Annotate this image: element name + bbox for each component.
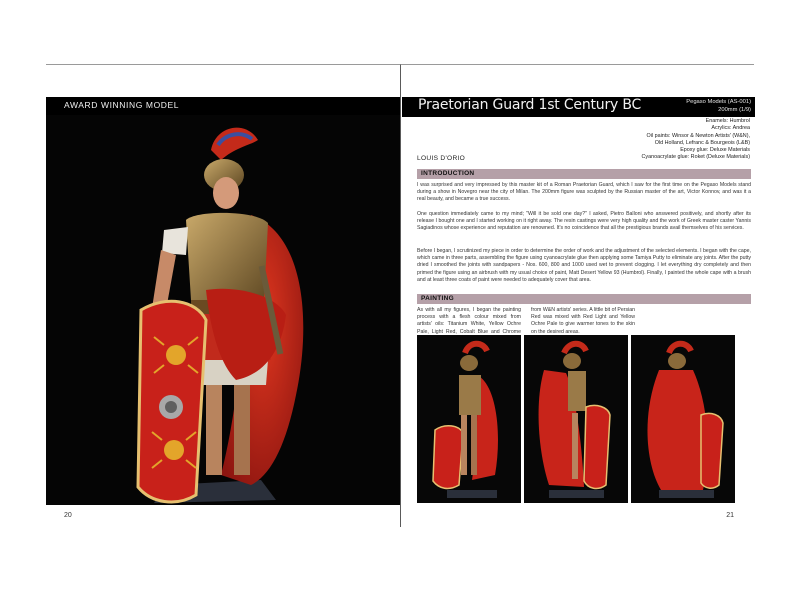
section-heading-text: INTRODUCTION (421, 170, 475, 177)
material-item: Cyanoacrylate glue: Roket (Deluxe Materials) (641, 154, 750, 161)
main-figure-photo (46, 115, 400, 505)
page-number: 21 (726, 512, 734, 519)
left-page (46, 64, 400, 527)
section-heading-text: PAINTING (421, 295, 454, 302)
materials-list (530, 118, 750, 162)
figure-photo-back (631, 335, 735, 503)
figure-photo-side (524, 335, 628, 503)
painting-column-1: As with all my figures, I began the painting process with a flesh colour mixed from artists' oils: Titanium White, Yellow Ochre Pale, Light Red, Cobalt Blue and Chrome (417, 307, 521, 335)
kit-maker: Pegaso Models (AS-001) (686, 99, 751, 105)
intro-paragraph-2: One question immediately came to my mind; "Will it be sold one day?" I asked, Pietro Balloni who answered positively, and shortly after its release I bought one and I started working on it right away. The resin castings were very high quality and the work of Greek master caster Yannis Sagiadinos whose experience and reputation are renowned. It's no coincidence that all the prestigious brands avail themselves of his services. (417, 211, 751, 232)
author-name: LOUIS D'ORIO (417, 155, 466, 162)
material-item: Enamels: Humbrol (705, 118, 750, 124)
material-item: Acrylics: Andrea (711, 125, 750, 132)
section-label: AWARD WINNING MODEL (64, 100, 180, 110)
material-item: Old Holland, Lefranc & Bourgeois (L&B) (654, 139, 750, 146)
intro-paragraph-3: Before I began, I scrutinized my piece in order to determine the order of work and the adjustment of the selected elements. I began with the cape, which came in three parts, assembling the figure using cyanoacrylate glue then applying some Tamiya Putty to eliminate any joints. After the putty dried I smoothed the joints with sandpapers - Nos. 600, 800 and 1000 used wet to prevent clogging. I let everything dry completely and then primed the figure using an airbrush with my usual choice of paint, Matt Desert Yellow 93 (Humbrol). Finally, I painted the whole cape with a brush and at least three coats of paint were needed to adequately cover that area. (417, 248, 751, 283)
material-item: Oil paints: Winsor & Newton Artists' (W&N), (646, 132, 750, 139)
article-title: Praetorian Guard 1st Century BC (418, 97, 642, 113)
kit-scale: 200mm (1/9) (718, 107, 751, 113)
intro-paragraph-1: I was surprised and very impressed by this master kit of a Roman Praetorian Guard, which I saw for the first time on the Pegaso Models stand during a show in Novegro near the city of Milan. The 200mm figure was sculpted by the Russian master of the art, Victor Konnov, and was it a real beauty, and became a true success. (417, 182, 751, 203)
section-heading-painting (417, 294, 751, 304)
section-heading-introduction (417, 169, 751, 179)
figure-photo-front (417, 335, 521, 503)
page-number: 20 (64, 512, 72, 519)
right-page (400, 64, 754, 527)
painting-column-2: from W&N artists' series. A little bit of Persian Red was mixed with Red Light and Yellow Ochre Pale to give warmer tones to the skin on the desired areas. (531, 307, 635, 335)
material-item: Epoxy glue: Deluxe Materials (680, 147, 750, 154)
kit-info (686, 98, 751, 114)
left-header-bar (46, 97, 400, 115)
title-bar (402, 97, 755, 117)
